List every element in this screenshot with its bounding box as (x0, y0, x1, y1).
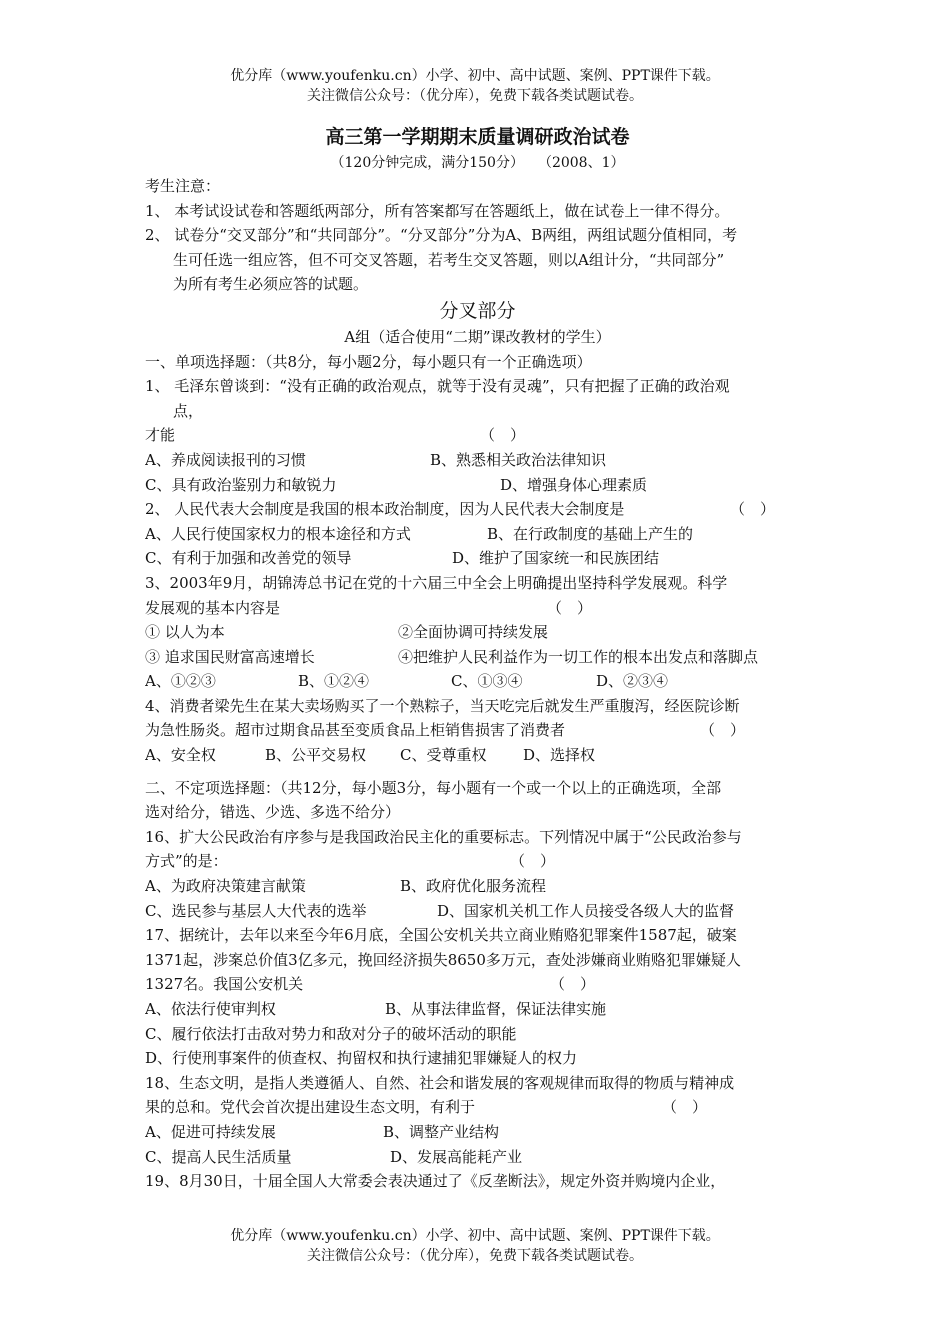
q16-option-c: C、选民参与基层人大代表的选举 (145, 901, 367, 920)
q4-stem-end: 为急性肠炎。超市过期食品甚至变质食品上柜销售损害了消费者 (145, 721, 566, 740)
group-title: A组（适合使用“二期”课改教材的学生） (344, 327, 611, 346)
q19-line-1: 19、8月30日，十届全国人大常委会表决通过了《反垄断法》，规定外资并购境内企业， (145, 1172, 726, 1191)
exam-subtitle: （120分钟完成，满分150分） （2008、1） (330, 155, 625, 171)
note-2-line-3: 为所有考生必须应答的试题。 (173, 275, 369, 294)
q4-option-d: D、选择权 (523, 746, 596, 765)
q1-answer-paren: （ ） (480, 426, 526, 445)
q2-option-a: A、人民行使国家权力的根本途径和方式 (145, 524, 411, 543)
q3-answer-paren: （ ） (547, 598, 593, 617)
exam-title: 高三第一学期期末质量调研政治试卷 (325, 126, 630, 148)
q18-option-d: D、发展高能耗产业 (390, 1147, 523, 1166)
note-1: 1、 本考试设试卷和答题纸两部分，所有答案都写在答题纸上，做在试卷上一律不得分。 (145, 201, 730, 220)
part2-heading-line-2: 选对给分，错选、少选、多选不给分） (145, 803, 401, 822)
q18-options-cd (145, 1145, 810, 1170)
q1-option-a: A、养成阅读报刊的习惯 (145, 450, 306, 469)
header-line-2: 关注微信公众号：（优分库），免费下载各类试题试卷。 (307, 88, 643, 104)
q17-line-2: 1371起，涉案总价值3亿多元，挽回经济损失8650多万元，查处涉嫌商业贿赂犯罪嫌疑人 (145, 950, 741, 969)
q16-answer-paren: （ ） (510, 852, 556, 871)
q16-option-d: D、国家机关机工作人员接受各级人大的监督 (437, 901, 735, 920)
q18-line-1: 18、生态文明，是指人类遵循人、自然、社会和谐发展的客观规律而取得的物质与精神成 (145, 1073, 735, 1092)
header-line-1: 优分库（www.youfenku.cn）小学、初中、高中试题、案例、PPT课件下载。 (230, 68, 720, 84)
note-2-line-2: 生可任选一组应答，但不可交叉答题，若考生交叉答题，则以A组计分，“共同部分” (173, 250, 725, 269)
q1-line-3 (145, 423, 810, 448)
q3-option-b: B、①②④ (298, 672, 370, 691)
q3-options (145, 669, 810, 694)
q18-option-c: C、提高人民生活质量 (145, 1147, 292, 1166)
q3-option-c: C、①③④ (451, 672, 523, 691)
page-footer (0, 1226, 950, 1266)
q1-line-1: 1、 毛泽东曾谈到：“没有正确的政治观点，就等于没有灵魂”，只有把握了正确的政治观 (145, 377, 730, 396)
q17-stem-end: 1327名。我国公安机关 (145, 975, 304, 994)
footer-line-1: 优分库（www.youfenku.cn）小学、初中、高中试题、案例、PPT课件下载。 (230, 1228, 720, 1244)
q2-option-c: C、有利于加强和改善党的领导 (145, 549, 352, 568)
q3-line-1: 3、2003年9月，胡锦涛总书记在党的十六届三中全会上明确提出坚持科学发展观。科学 (145, 573, 728, 592)
q17-options-ab (145, 997, 810, 1022)
q1-options-ab (145, 448, 810, 473)
q18-option-a: A、促进可持续发展 (145, 1122, 276, 1141)
q17-answer-paren: （ ） (550, 975, 596, 994)
q4-option-c: C、受尊重权 (400, 746, 487, 765)
q17-option-c: C、履行依法打击敌对势力和敌对分子的破坏活动的职能 (145, 1024, 517, 1043)
q2-option-b: B、在行政制度的基础上产生的 (487, 524, 694, 543)
q3-item-4: ④把维护人民利益作为一切工作的根本出发点和落脚点 (398, 647, 759, 666)
q18-options-ab (145, 1120, 810, 1145)
q1-stem-end: 才能 (145, 426, 176, 445)
q2-answer-paren: （ ） (730, 500, 776, 519)
q4-answer-paren: （ ） (700, 721, 746, 740)
q2-options-ab (145, 522, 810, 547)
q17-line-1: 17、据统计，去年以来至今年6月底，全国公安机关共立商业贿赂犯罪案件1587起，破案 (145, 926, 737, 945)
note-2-line-1: 2、 试卷分“交叉部分”和“共同部分”。“分叉部分”分为A、B两组，两组试题分值相同，考 (145, 226, 738, 245)
q4-option-b: B、公平交易权 (265, 746, 367, 765)
part1-heading: 一、单项选择题：（共8分，每小题2分，每小题只有一个正确选项） (145, 352, 592, 371)
q18-stem-end: 果的总和。党代会首次提出建设生态文明，有利于 (145, 1098, 476, 1117)
q16-stem-end: 方式”的是： (145, 852, 228, 871)
q18-line-2 (145, 1095, 810, 1120)
q3-option-d: D、②③④ (596, 672, 669, 691)
q4-line-2 (145, 718, 810, 743)
q3-items-34 (145, 645, 810, 670)
q16-options-cd (145, 899, 810, 924)
q2-options-cd (145, 546, 810, 571)
q2-line-1 (145, 497, 810, 522)
q16-options-ab (145, 874, 810, 899)
q4-line-1: 4、消费者梁先生在某大卖场购买了一个熟粽子，当天吃完后就发生严重腹泻，经医院诊断 (145, 696, 740, 715)
q1-option-d: D、增强身体心理素质 (500, 475, 648, 494)
page-header (0, 66, 950, 106)
exam-content (145, 122, 810, 1194)
footer-line-2: 关注微信公众号：（优分库），免费下载各类试题试卷。 (307, 1248, 643, 1264)
q17-option-b: B、从事法律监督，保证法律实施 (385, 1000, 607, 1018)
q1-option-c: C、具有政治鉴别力和敏锐力 (145, 475, 337, 494)
q2-option-d: D、维护了国家统一和民族团结 (452, 549, 660, 568)
q3-stem-end: 发展观的基本内容是 (145, 598, 281, 617)
q17-option-d: D、行使刑事案件的侦查权、拘留权和执行逮捕犯罪嫌疑人的权力 (145, 1049, 578, 1068)
q1-options-cd (145, 473, 810, 498)
q3-items-12 (145, 620, 810, 645)
q18-option-b: B、调整产业结构 (383, 1122, 500, 1141)
q18-answer-paren: （ ） (662, 1098, 708, 1117)
q4-options (145, 743, 810, 768)
q3-option-a: A、①②③ (145, 672, 216, 691)
q3-item-2: ②全面协调可持续发展 (398, 623, 549, 642)
q16-line-1: 16、扩大公民政治有序参与是我国政治民主化的重要标志。下列情况中属于“公民政治参与 (145, 827, 742, 846)
q3-item-3: ③ 追求国民财富高速增长 (145, 647, 315, 666)
section-title: 分叉部分 (439, 299, 516, 322)
q3-line-2 (145, 596, 810, 621)
q16-option-a: A、为政府决策建言献策 (145, 877, 306, 896)
q17-line-3 (145, 972, 810, 997)
q17-option-a: A、依法行使审判权 (145, 1000, 276, 1018)
part2-heading-line-1: 二、不定项选择题：（共12分，每小题3分，每小题有一个或一个以上的正确选项，全部 (145, 778, 722, 797)
q16-line-2 (145, 849, 810, 874)
q1-option-b: B、熟悉相关政治法律知识 (430, 450, 607, 469)
q4-option-a: A、安全权 (145, 746, 216, 765)
notes-label: 考生注意： (145, 177, 221, 195)
q1-line-2: 点， (173, 401, 204, 420)
q2-stem: 2、 人民代表大会制度是我国的根本政治制度，因为人民代表大会制度是 (145, 500, 625, 519)
q3-item-1: ① 以人为本 (145, 623, 225, 642)
q16-option-b: B、政府优化服务流程 (400, 877, 547, 896)
